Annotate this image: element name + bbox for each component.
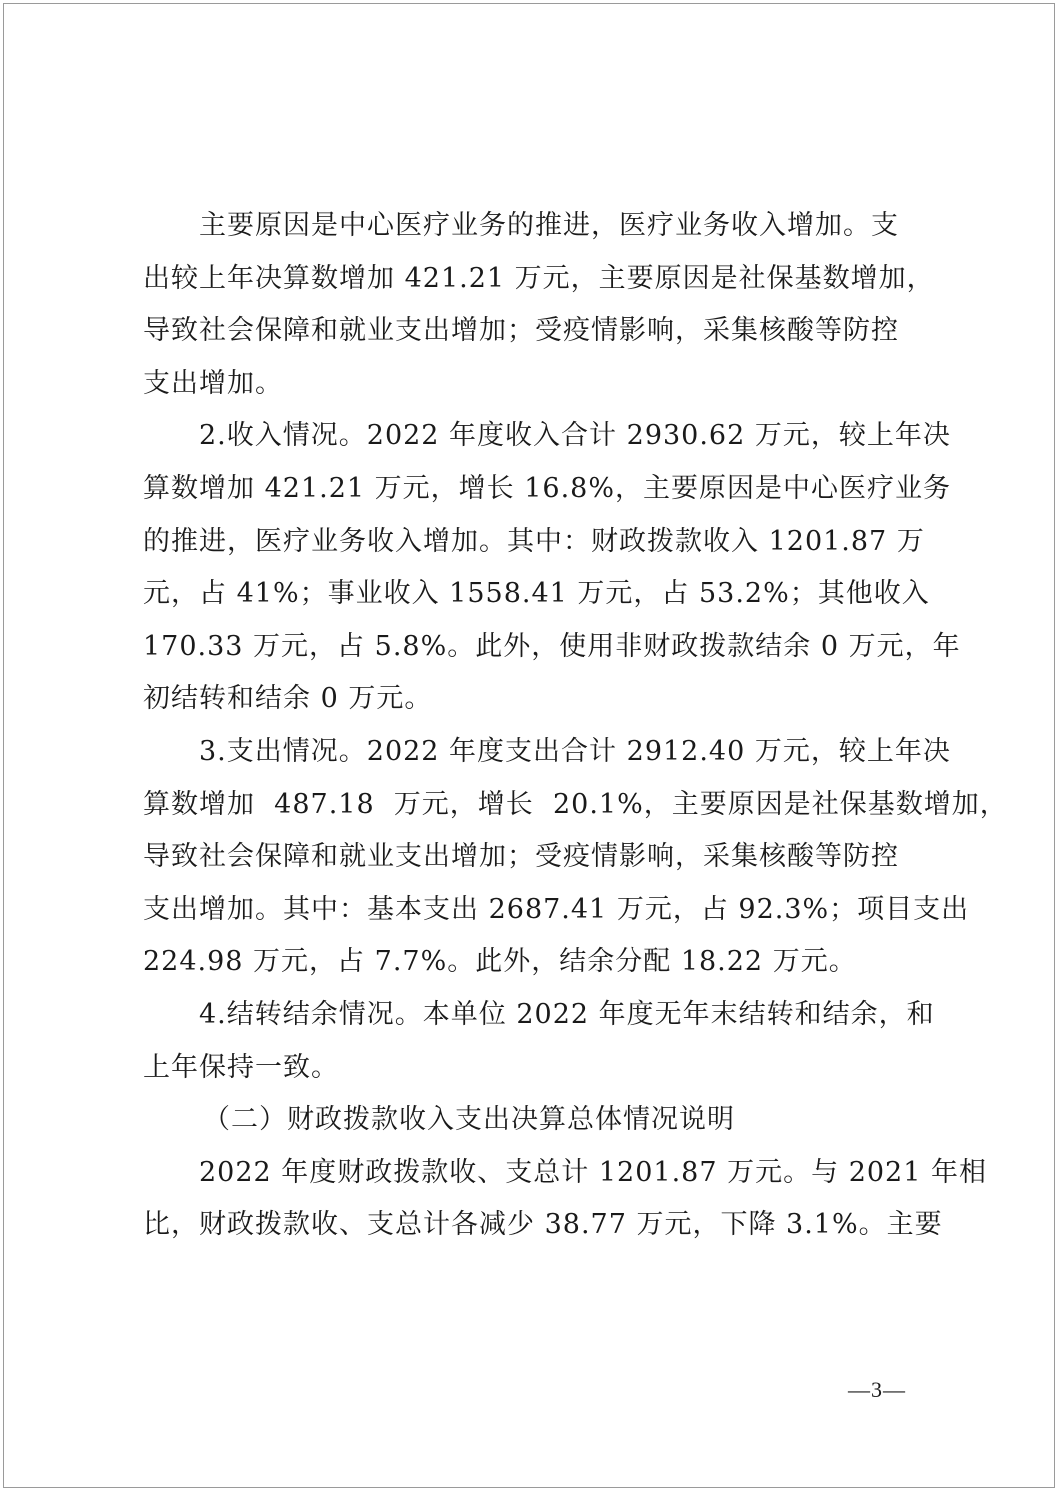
text-line: 导致社会保障和就业支出增加；受疫情影响，采集核酸等防控 [143,841,899,873]
paragraph-fiscal-summary [143,1147,987,1252]
text-line: 支出增加。 [143,367,283,399]
text-line: 4.结转结余情况。本单位 2022 年度无年末结转和结余，和 [199,998,935,1030]
paragraph-income [143,410,961,726]
text-line: 170.33 万元，占 5.8%。此外，使用非财政拨款结余 0 万元，年 [143,630,961,662]
text-line: 支出增加。其中：基本支出 2687.41 万元，占 92.3%；项目支出 [143,893,970,925]
text-line: 224.98 万元，占 7.7%。此外，结余分配 18.22 万元。 [143,946,857,978]
text-line: 出较上年决算数增加 421.21 万元，主要原因是社保基数增加， [143,262,935,294]
paragraph-continuation [143,200,943,410]
text-line: 3.支出情况。2022 年度支出合计 2912.40 万元，较上年决 [199,735,951,767]
text-line: 算数增加 487.18 万元，增长 20.1%，主要原因是社保基数增加， [143,788,1008,820]
page-number: —3— [848,1377,906,1402]
paragraph-expenditure [143,726,1008,989]
text-line: 比，财政拨款收、支总计各减少 38.77 万元，下降 3.1%。主要 [143,1209,943,1241]
text-line: 2022 年度财政拨款收、支总计 1201.87 万元。与 2021 年相 [199,1156,987,1188]
text-line: 导致社会保障和就业支出增加；受疫情影响，采集核酸等防控 [143,315,899,347]
document-body [143,200,1008,1252]
text-line: 2.收入情况。2022 年度收入合计 2930.62 万元，较上年决 [199,420,951,452]
text-line: 上年保持一致。 [143,1051,339,1083]
section-heading: （二）财政拨款收入支出决算总体情况说明 [203,1104,735,1136]
text-line: 元，占 41%；事业收入 1558.41 万元，占 53.2%；其他收入 [143,578,930,610]
text-line: 的推进，医疗业务收入增加。其中：财政拨款收入 1201.87 万 [143,525,925,557]
text-line: 算数增加 421.21 万元，增长 16.8%，主要原因是中心医疗业务 [143,472,951,504]
paragraph-carryover [143,989,943,1094]
text-line: 主要原因是中心医疗业务的推进，医疗业务收入增加。支 [199,210,899,241]
text-line: 初结转和结余 0 万元。 [143,683,433,715]
